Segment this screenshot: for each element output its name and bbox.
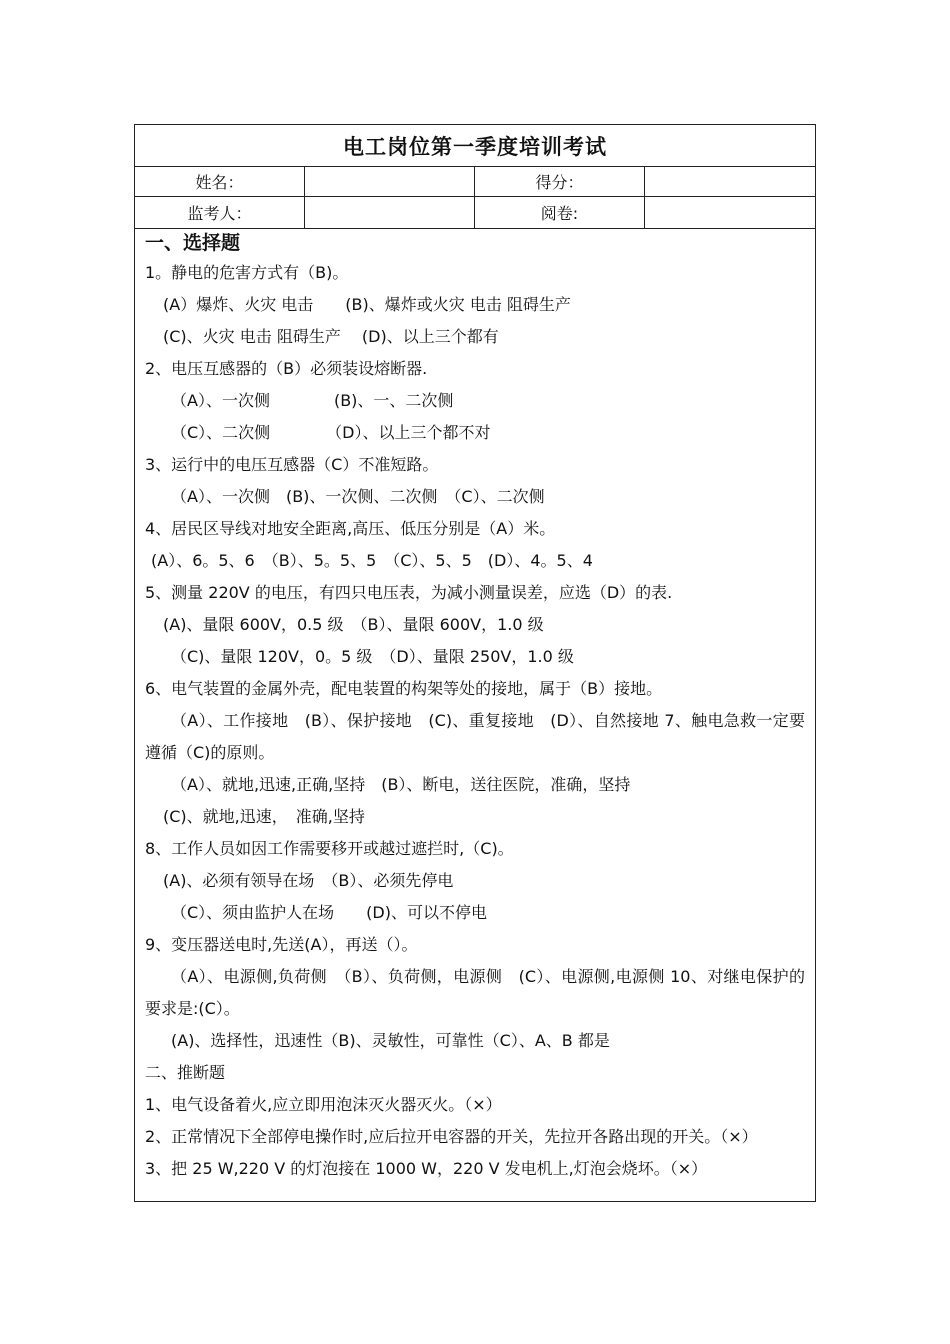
title-row [135,125,815,167]
question-2: 2、电压互感器的（B）必须装设熔断器. [145,359,428,378]
proctor-label: 监考人： [135,197,305,228]
question-2-options-a: （A）、一次侧 (B)、一、二次侧 [171,391,454,410]
question-5-options-b: （C)、量限 120V，0。5 级 （D）、量限 250V，1.0 级 [171,647,574,666]
question-5-options-a: (A)、量限 600V，0.5 级 （B）、量限 600V，1.0 级 [163,615,544,634]
score-field[interactable] [645,167,815,196]
question-1-options-b: (C)、火灾 电击 阻碍生产 (D)、以上三个都有 [163,327,499,346]
review-label: 阅卷: [475,197,645,228]
question-7-options-a: （A）、就地,迅速,正确,坚持 (B）、断电，送往医院，准确，坚持 [171,775,631,794]
question-3: 3、运行中的电压互感器（C）不准短路。 [145,455,439,474]
exam-title: 电工岗位第一季度培训考试 [343,134,607,159]
question-1: 1。静电的危害方式有（B)。 [145,263,349,282]
question-10-options: (A)、选择性，迅速性（B)、灵敏性，可靠性（C）、A、B 都是 [171,1031,610,1050]
section-heading-choice: 一、选择题 [145,232,241,254]
question-8: 8、工作人员如因工作需要移开或越过遮拦时,（C)。 [145,839,514,858]
question-6-options-and-question-7: （A）、工作接地 (B）、保护接地 (C)、重复接地 (D）、自然接地 7、触电急救一定要遵循（C)的原则。 [145,711,805,762]
question-1-options-a: (A）爆炸、火灾 电击 (B)、爆炸或火灾 电击 阻碍生产 [163,295,571,314]
review-field[interactable] [645,197,815,228]
question-7-options-b: (C)、就地,迅速， 准确,坚持 [163,807,365,826]
question-2-options-b: （C）、二次侧 （D）、以上三个都不对 [171,423,491,442]
question-5: 5、测量 220V 的电压，有四只电压表，为减小测量误差，应选（D）的表. [145,583,673,602]
question-4-options: (A）、6。5、6 （B）、5。5、5 （C）、5、5 (D）、4。5、4 [151,551,593,570]
question-9-options-and-question-10: （A）、电源侧,负荷侧 （B）、负荷侧，电源侧 (C）、电源侧,电源侧 10、对继电保护的要求是:(C）。 [145,967,805,1018]
section-heading-judgement: 二、推断题 [145,1063,226,1082]
name-field[interactable] [305,167,475,196]
question-6: 6、电气装置的金属外壳，配电装置的构架等处的接地，属于（B）接地。 [145,679,663,698]
judgement-1: 1、电气设备着火,应立即用泡沫灭火器灭火。（×） [145,1095,502,1114]
question-3-options: （A）、一次侧 (B)、一次侧、二次侧 （C）、二次侧 [171,487,545,506]
question-9: 9、变压器送电时,先送(A），再送（）。 [145,935,418,954]
exam-sheet [134,124,816,1202]
score-label: 得分： [475,167,645,196]
exam-body [135,229,815,1201]
info-row-2 [135,197,815,229]
judgement-3: 3、把 25 W,220 V 的灯泡接在 1000 W，220 V 发电机上,灯泡会烧坏。（×） [145,1159,708,1178]
question-8-options-a: (A)、必须有领导在场 （B）、必须先停电 [163,871,454,890]
question-8-options-b: （C）、须由监护人在场 (D)、可以不停电 [171,903,487,922]
name-label: 姓名： [135,167,305,196]
info-row-1 [135,167,815,197]
judgement-2: 2、正常情况下全部停电操作时,应后拉开电容器的开关，先拉开各路出现的开关。（×） [145,1127,758,1146]
question-4: 4、居民区导线对地安全距离,高压、低压分别是（A）米。 [145,519,556,538]
proctor-field[interactable] [305,197,475,228]
